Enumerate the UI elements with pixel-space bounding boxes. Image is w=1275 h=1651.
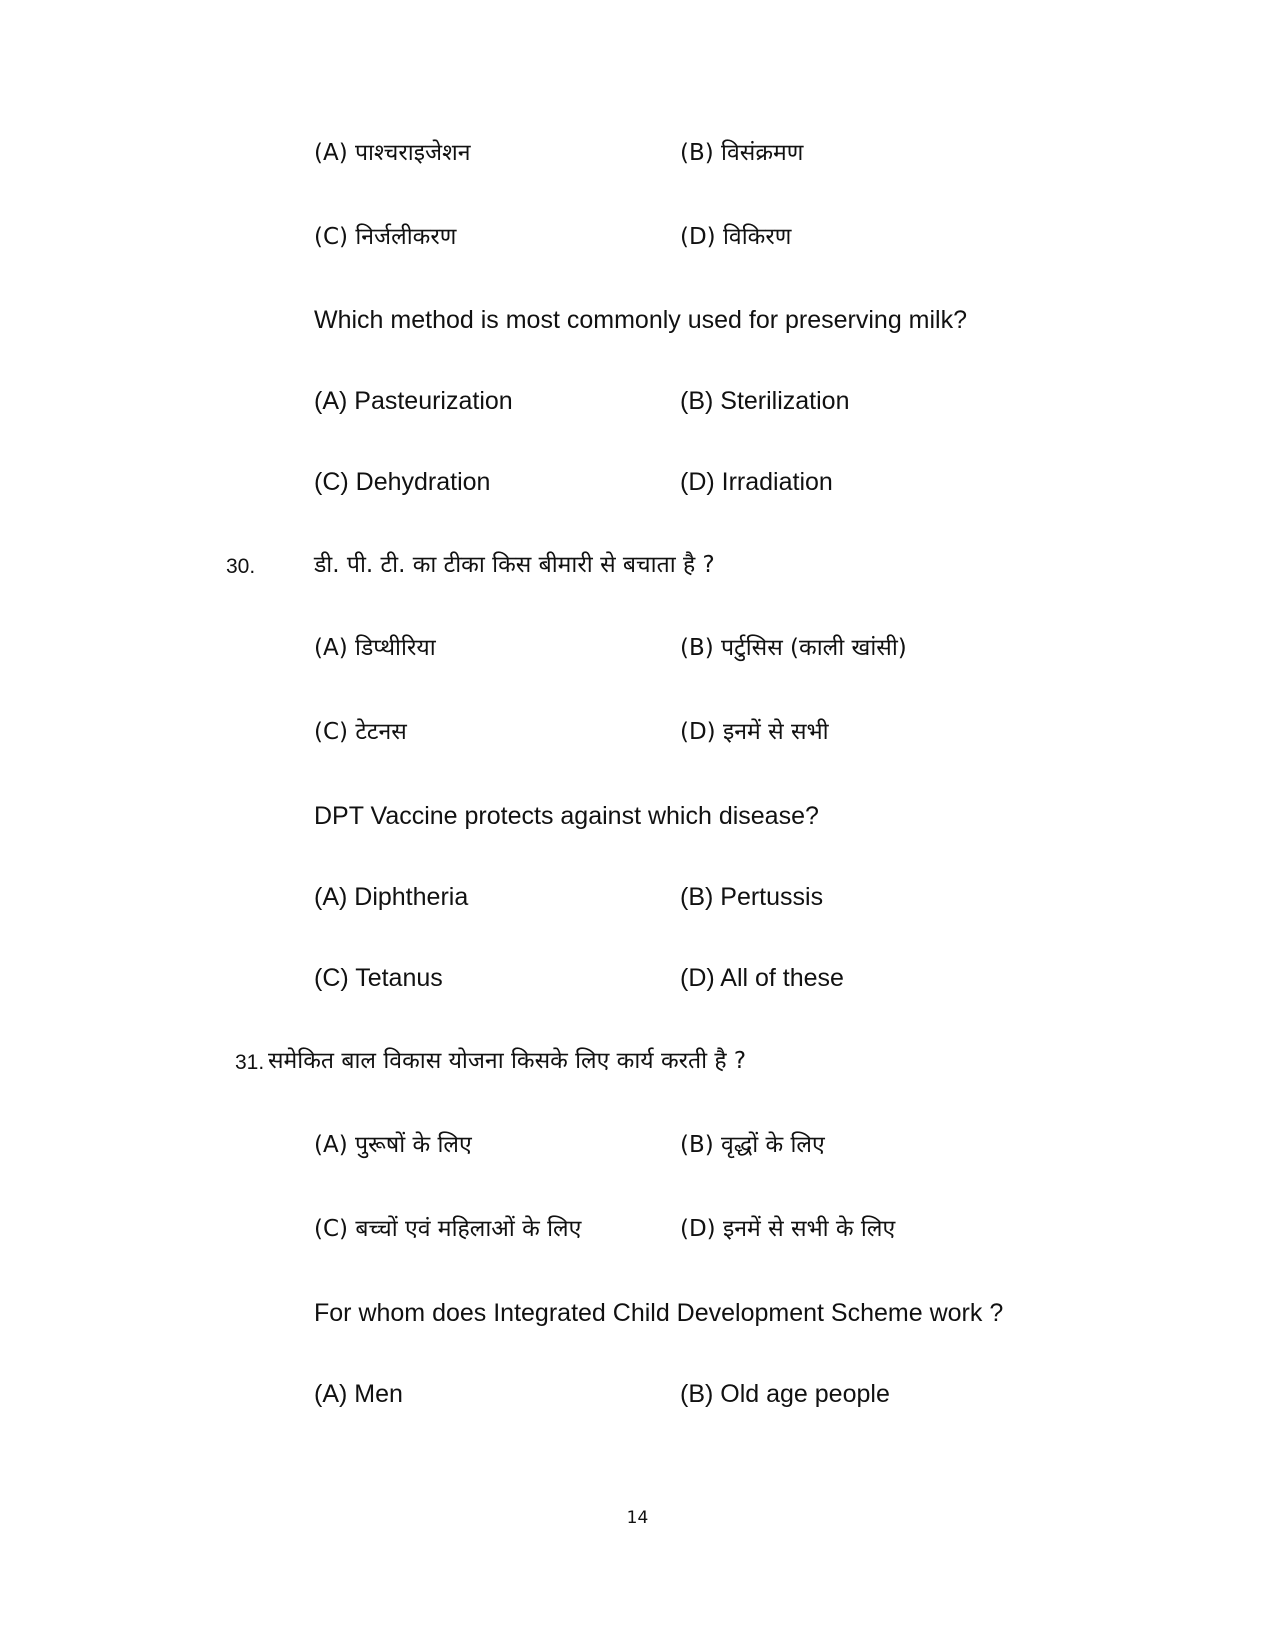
q30-english-option-b: (B) Pertussis <box>680 883 824 911</box>
q30-english-option-d: (D) All of these <box>680 964 844 992</box>
q29-english-option-a: (A) Pasteurization <box>314 387 513 415</box>
q29-english-option-d: (D) Irradiation <box>680 468 833 496</box>
q29-hindi-option-b: (B) विसंक्रमण <box>680 140 804 166</box>
q31-english-option-a: (A) Men <box>314 1380 403 1408</box>
q31-number: 31. <box>235 1051 265 1074</box>
q30-hindi-option-b: (B) पर्टुसिस (काली खांसी) <box>680 635 907 661</box>
q30-english-option-a: (A) Diphtheria <box>314 883 469 911</box>
q31-hindi-option-d: (D) इनमें से सभी के लिए <box>680 1216 896 1242</box>
q30-english-question: DPT Vaccine protects against which disease? <box>314 802 819 830</box>
q31-english-question: For whom does Integrated Child Development Scheme work ? <box>314 1299 1004 1327</box>
q31-english-option-b: (B) Old age people <box>680 1380 890 1408</box>
q30-number: 30. <box>226 555 256 578</box>
q30-hindi-option-c: (C) टेटनस <box>314 719 407 745</box>
q29-hindi-option-c: (C) निर्जलीकरण <box>314 224 457 250</box>
q30-hindi-option-a: (A) डिप्थीरिया <box>314 635 436 661</box>
q29-english-option-b: (B) Sterilization <box>680 387 850 415</box>
q31-hindi-question: समेकित बाल विकास योजना किसके लिए कार्य करती है ? <box>268 1048 747 1074</box>
q31-hindi-option-c: (C) बच्चों एवं महिलाओं के लिए <box>314 1216 582 1242</box>
q30-english-option-c: (C) Tetanus <box>314 964 443 992</box>
q31-hindi-option-b: (B) वृद्धों के लिए <box>680 1132 825 1158</box>
q29-english-question: Which method is most commonly used for preserving milk? <box>314 306 968 334</box>
q30-hindi-option-d: (D) इनमें से सभी <box>680 719 829 745</box>
q30-hindi-question: डी. पी. टी. का टीका किस बीमारी से बचाता है ? <box>314 552 715 578</box>
q29-english-option-c: (C) Dehydration <box>314 468 491 496</box>
q29-hindi-option-a: (A) पाश्चराइजेशन <box>314 140 471 166</box>
q29-hindi-option-d: (D) विकिरण <box>680 224 792 250</box>
q31-hindi-option-a: (A) पुरूषों के लिए <box>314 1132 472 1158</box>
page-number: 14 <box>626 1508 649 1528</box>
